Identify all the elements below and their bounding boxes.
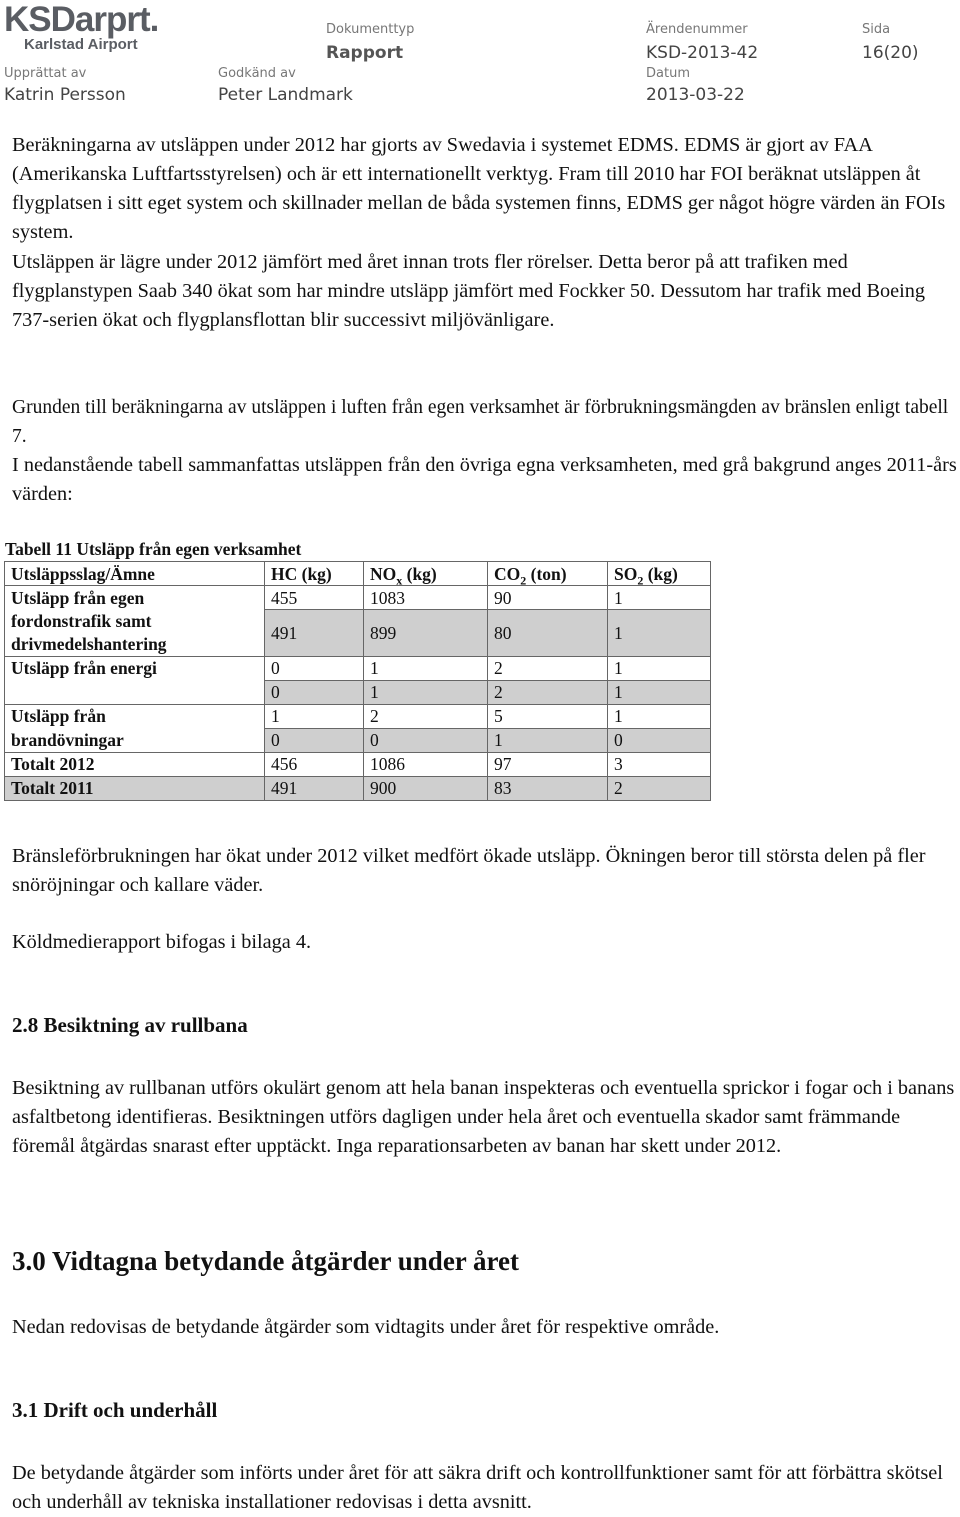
cell-so2: 3 <box>608 752 711 776</box>
row-label <box>5 610 265 657</box>
table-row-energi-2012 <box>5 656 711 680</box>
cell-co2: 2 <box>488 680 608 704</box>
paragraph-table-intro: I nedanstående tabell sammanfattas utsläppen från den övriga egna verksamheten, med grå bakgrund anges 2011-års värden: <box>12 454 957 505</box>
doc-type-value: Rapport <box>326 43 404 63</box>
paragraph-edms: Beräkningarna av utsläppen under 2012 har gjorts av Swedavia i systemet EDMS. EDMS är gjort av FAA (Amerikanska Luftfartsstyrelsen) och är ett internationellt verktyg. Fram till 2010 har FOI beräknat utsläppen åt flygplatsen i sitt eget system och skillnader mellan de båda systemen finns, EDMS ger något högre värden än FOIs system. <box>12 134 946 243</box>
table-row-brand-2011 <box>5 728 711 752</box>
co2-base: CO <box>494 563 521 584</box>
table-row-fordon-2011 <box>5 610 711 657</box>
table-row-total-2012 <box>5 752 711 776</box>
cell-hc: 0 <box>265 680 364 704</box>
header-cell-nox <box>364 562 488 586</box>
nox-base: NO <box>370 563 397 584</box>
table-header-row <box>5 562 711 586</box>
cell-hc: 491 <box>265 776 364 800</box>
header-cell-co2 <box>488 562 608 586</box>
cell-hc: 0 <box>265 728 364 752</box>
cell-nox: 1 <box>364 680 488 704</box>
cell-nox: 1 <box>364 656 488 680</box>
paragraph-runway-inspection: Besiktning av rullbanan utförs okulärt genom att hela banan inspekteras och eventuella sprickor i fogar och i banans asfaltbetong identifieras. Besiktningen utförs dagligen under hela året och eventuella skador samt främmande föremål åtgärdas snarast efter upptäckt. Inga reparationsarbeten av banan har skett under 2012. <box>12 1077 955 1157</box>
cell-co2: 2 <box>488 656 608 680</box>
doc-type-label: Dokumenttyp <box>326 22 415 37</box>
so2-sub: 2 <box>637 573 644 587</box>
cell-so2: 0 <box>608 728 711 752</box>
paragraph-operations: De betydande åtgärder som införts under året för att säkra drift och kontrollfunktioner samt för att förbättra skötsel och underhåll av tekniska installationer redovisas i detta avsnitt. <box>12 1462 943 1513</box>
cell-co2: 97 <box>488 752 608 776</box>
cell-so2: 1 <box>608 680 711 704</box>
header-cell-so2 <box>608 562 711 586</box>
cell-hc: 455 <box>265 586 364 610</box>
cell-so2: 2 <box>608 776 711 800</box>
row-label: Totalt 2012 <box>5 752 265 776</box>
paragraph-refrigerant: Köldmedierapport bifogas i bilaga 4. <box>12 931 312 953</box>
emissions-table <box>4 561 711 801</box>
row-label: Utsläpp från energi <box>5 656 265 680</box>
row-label-line: fordonstrafik samt <box>11 610 152 631</box>
paragraph-measures-intro: Nedan redovisas de betydande åtgärder som vidtagits under året för respektive område. <box>12 1316 720 1338</box>
company-logo: KSDarprt. <box>4 0 159 39</box>
cell-nox: 1083 <box>364 586 488 610</box>
cell-nox: 0 <box>364 728 488 752</box>
date-label: Datum <box>646 66 690 81</box>
cell-nox: 2 <box>364 704 488 728</box>
approved-by-label: Godkänd av <box>218 66 296 81</box>
cell-so2: 1 <box>608 704 711 728</box>
cell-hc: 456 <box>265 752 364 776</box>
nox-sub: x <box>396 573 403 587</box>
page-label: Sida <box>862 22 891 37</box>
table-row-brand-2012 <box>5 704 711 728</box>
co2-unit: (ton) <box>530 563 567 584</box>
prepared-by-label: Upprättat av <box>4 66 87 81</box>
heading-2-8: 2.8 Besiktning av rullbana <box>12 1013 248 1037</box>
row-label: Totalt 2011 <box>5 776 265 800</box>
cell-so2: 1 <box>608 610 711 657</box>
cell-nox: 900 <box>364 776 488 800</box>
cell-co2: 90 <box>488 586 608 610</box>
header-cell-category: Utsläppsslag/Ämne <box>5 562 265 586</box>
date-value: 2013-03-22 <box>646 85 745 105</box>
heading-3-1: 3.1 Drift och underhåll <box>12 1398 218 1422</box>
row-label: Utsläpp från <box>5 704 265 728</box>
cell-hc: 1 <box>265 704 364 728</box>
paragraph-fuel-consumption: Bränsleförbrukningen har ökat under 2012 vilket medfört ökade utsläpp. Ökningen beror till största delen på fler snöröjningar och kallare väder. <box>12 845 926 896</box>
row-label: Utsläpp från egen <box>5 586 265 610</box>
cell-co2: 1 <box>488 728 608 752</box>
company-logo-subtitle: Karlstad Airport <box>24 36 138 53</box>
header-cell-hc: HC (kg) <box>265 562 364 586</box>
table-row-energi-2011 <box>5 680 711 704</box>
nox-unit: (kg) <box>406 563 437 584</box>
cell-co2: 83 <box>488 776 608 800</box>
table-row-fordon-2012 <box>5 586 711 610</box>
case-number-value: KSD-2013-42 <box>646 43 759 63</box>
case-number-label: Ärendenummer <box>646 22 748 37</box>
paragraph-basis: Grunden till beräkningarna av utsläppen i luften från egen verksamhet är förbrukningsmängden av bränslen enligt tabell 7. <box>12 397 949 447</box>
cell-hc: 491 <box>265 610 364 657</box>
cell-so2: 1 <box>608 586 711 610</box>
so2-base: SO <box>614 563 638 584</box>
row-label-empty <box>5 680 265 704</box>
row-label-line: drivmedelshantering <box>11 633 167 654</box>
cell-so2: 1 <box>608 656 711 680</box>
cell-nox: 899 <box>364 610 488 657</box>
table-caption: Tabell 11 Utsläpp från egen verksamhet <box>5 539 302 559</box>
row-label: brandövningar <box>5 728 265 752</box>
table-row-total-2011 <box>5 776 711 800</box>
cell-hc: 0 <box>265 656 364 680</box>
heading-3-0: 3.0 Vidtagna betydande åtgärder under året <box>12 1246 520 1276</box>
prepared-by-value: Katrin Persson <box>4 85 126 105</box>
co2-sub: 2 <box>520 573 527 587</box>
cell-co2: 5 <box>488 704 608 728</box>
cell-nox: 1086 <box>364 752 488 776</box>
approved-by-value: Peter Landmark <box>218 85 353 105</box>
paragraph-emissions-lower: Utsläppen är lägre under 2012 jämfört med året innan trots fler rörelser. Detta beror på att trafiken med flygplanstypen Saab 340 ökat som har mindre utsläpp jämfört med Fockker 50. Dessutom har trafik med Boeing 737-serien ökat och flygplansflottan blir successivt miljövänligare. <box>12 251 926 331</box>
page-number: 16(20) <box>862 43 919 63</box>
cell-co2: 80 <box>488 610 608 657</box>
so2-unit: (kg) <box>647 563 678 584</box>
